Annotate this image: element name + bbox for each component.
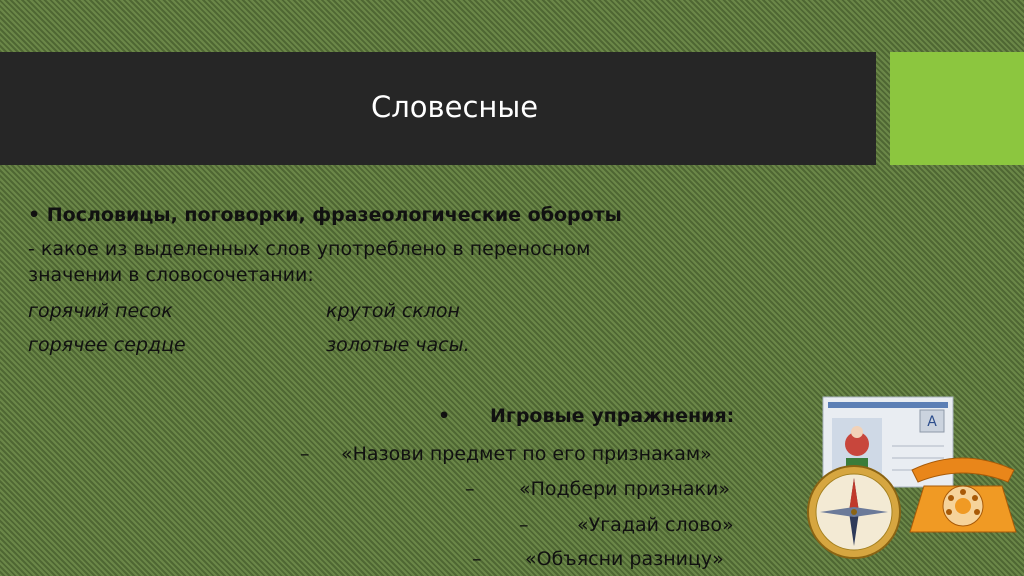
example-row2-left: горячее сердце	[28, 334, 186, 356]
game-dash-3: –	[519, 514, 529, 536]
game-item-3: «Угадай слово»	[577, 514, 734, 536]
games-heading: Игровые упражнения:	[490, 405, 735, 427]
game-item-2: «Подбери признаки»	[519, 478, 730, 500]
description-line-2: значении в словосочетании:	[28, 264, 314, 286]
bullet: •	[28, 204, 41, 226]
game-dash-2: –	[465, 478, 475, 500]
heading-text: Пословицы, поговорки, фразеологические обороты	[46, 204, 622, 226]
example-row1-left: горячий песок	[28, 300, 173, 322]
games-bullet: •	[438, 405, 451, 427]
accent-block	[890, 52, 1024, 165]
slide-title: Словесные	[371, 90, 539, 124]
game-item-1: «Назови предмет по его признакам»	[341, 443, 712, 465]
game-dash-1: –	[300, 443, 310, 465]
example-row1-right: крутой склон	[326, 300, 460, 322]
telephone-icon	[902, 452, 1024, 538]
game-item-4: «Объясни разницу»	[525, 548, 724, 570]
example-row2-right: золотые часы.	[326, 334, 470, 356]
compass-icon	[806, 464, 902, 560]
heading-line	[28, 204, 622, 226]
description-line-1: - какое из выделенных слов употреблено в переносном	[28, 238, 591, 260]
game-dash-4: –	[472, 548, 482, 570]
envelope-letter: A	[927, 414, 937, 430]
